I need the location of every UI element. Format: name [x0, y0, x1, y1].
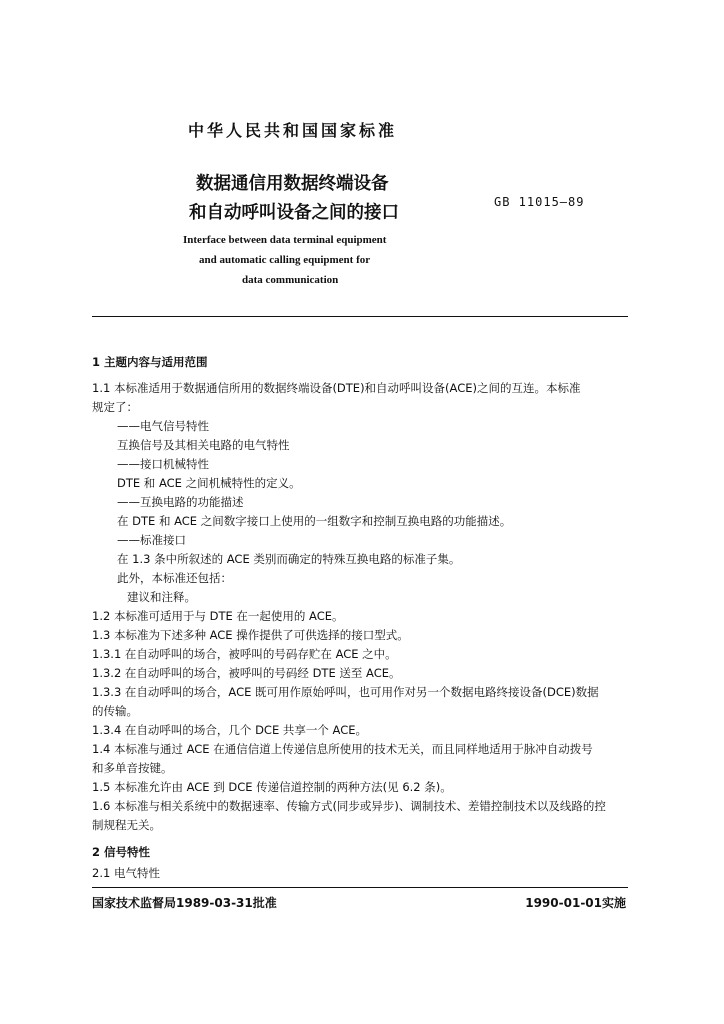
clause-1-3-3-cont: 的传输。: [92, 704, 138, 718]
clause-1-3-3: 1.3.3 在自动呼叫的场合，ACE 既可用作原始呼叫，也可用作对另一个数据电路终接设备(DCE)数据: [92, 685, 599, 699]
clause-1-3-4: 1.3.4 在自动呼叫的场合，几个 DCE 共享一个 ACE。: [92, 723, 367, 737]
clause-1-1: 1.1 本标准适用于数据通信所用的数据终端设备(DTE)和自动呼叫设备(ACE)之间的互连。本标准: [92, 381, 581, 395]
list-item: DTE 和 ACE 之间机械特性的定义。: [117, 476, 301, 490]
list-item: 互换信号及其相关电路的电气特性: [117, 438, 290, 452]
effective-date-line: 1990-01-01实施: [525, 896, 626, 910]
english-title-line-2: and automatic calling equipment for: [199, 254, 371, 266]
clause-1-4-cont: 和多单音按键。: [92, 761, 173, 775]
list-item: ——接口机械特性: [117, 457, 209, 471]
document-title-line-2: 和自动呼叫设备之间的接口: [189, 203, 399, 223]
country-standard-heading: 中华人民共和国国家标准: [188, 121, 398, 140]
footer-divider: [92, 887, 628, 888]
list-item: ——标准接口: [117, 533, 186, 547]
list-item: 建议和注释。: [127, 590, 196, 604]
english-title-line-1: Interface between data terminal equipment: [183, 234, 387, 246]
clause-1-5: 1.5 本标准允许由 ACE 到 DCE 传递信道控制的两种方法(见 6.2 条)。: [92, 780, 452, 794]
section-heading-2: 2 信号特性: [92, 845, 151, 859]
clause-1-6-cont: 制规程无关。: [92, 818, 161, 832]
header-divider: [92, 316, 628, 317]
section-heading-1: 1 主题内容与适用范围: [92, 355, 208, 369]
list-item: 在 1.3 条中所叙述的 ACE 类别而确定的特殊互换电路的标准子集。: [117, 552, 461, 566]
clause-1-4: 1.4 本标准与通过 ACE 在通信信道上传递信息所使用的技术无关，而且同样地适用于脉冲自动拨号: [92, 742, 593, 756]
clause-1-3: 1.3 本标准为下述多种 ACE 操作提供了可供选择的接口型式。: [92, 628, 409, 642]
clause-1-3-2: 1.3.2 在自动呼叫的场合，被呼叫的号码经 DTE 送至 ACE。: [92, 666, 401, 680]
english-title-line-3: data communication: [242, 274, 339, 286]
clause-1-2: 1.2 本标准可适用于与 DTE 在一起使用的 ACE。: [92, 609, 344, 623]
clause-1-6: 1.6 本标准与相关系统中的数据速率、传输方式(同步或异步)、调制技术、差错控制技术以及线路的控: [92, 799, 606, 813]
clause-1-3-1: 1.3.1 在自动呼叫的场合，被呼叫的号码存贮在 ACE 之中。: [92, 647, 397, 661]
clause-2-1: 2.1 电气特性: [92, 866, 160, 880]
clause-1-1-cont: 规定了：: [92, 400, 138, 414]
list-item: ——互换电路的功能描述: [117, 495, 244, 509]
standard-code: GB 11015—89: [494, 195, 585, 209]
list-item: 此外，本标准还包括：: [117, 571, 232, 585]
list-item: ——电气信号特性: [117, 419, 209, 433]
approval-line: 国家技术监督局1989-03-31批准: [92, 896, 277, 910]
list-item: 在 DTE 和 ACE 之间数字接口上使用的一组数字和控制互换电路的功能描述。: [117, 514, 512, 528]
document-title-line-1: 数据通信用数据终端设备: [196, 174, 389, 194]
